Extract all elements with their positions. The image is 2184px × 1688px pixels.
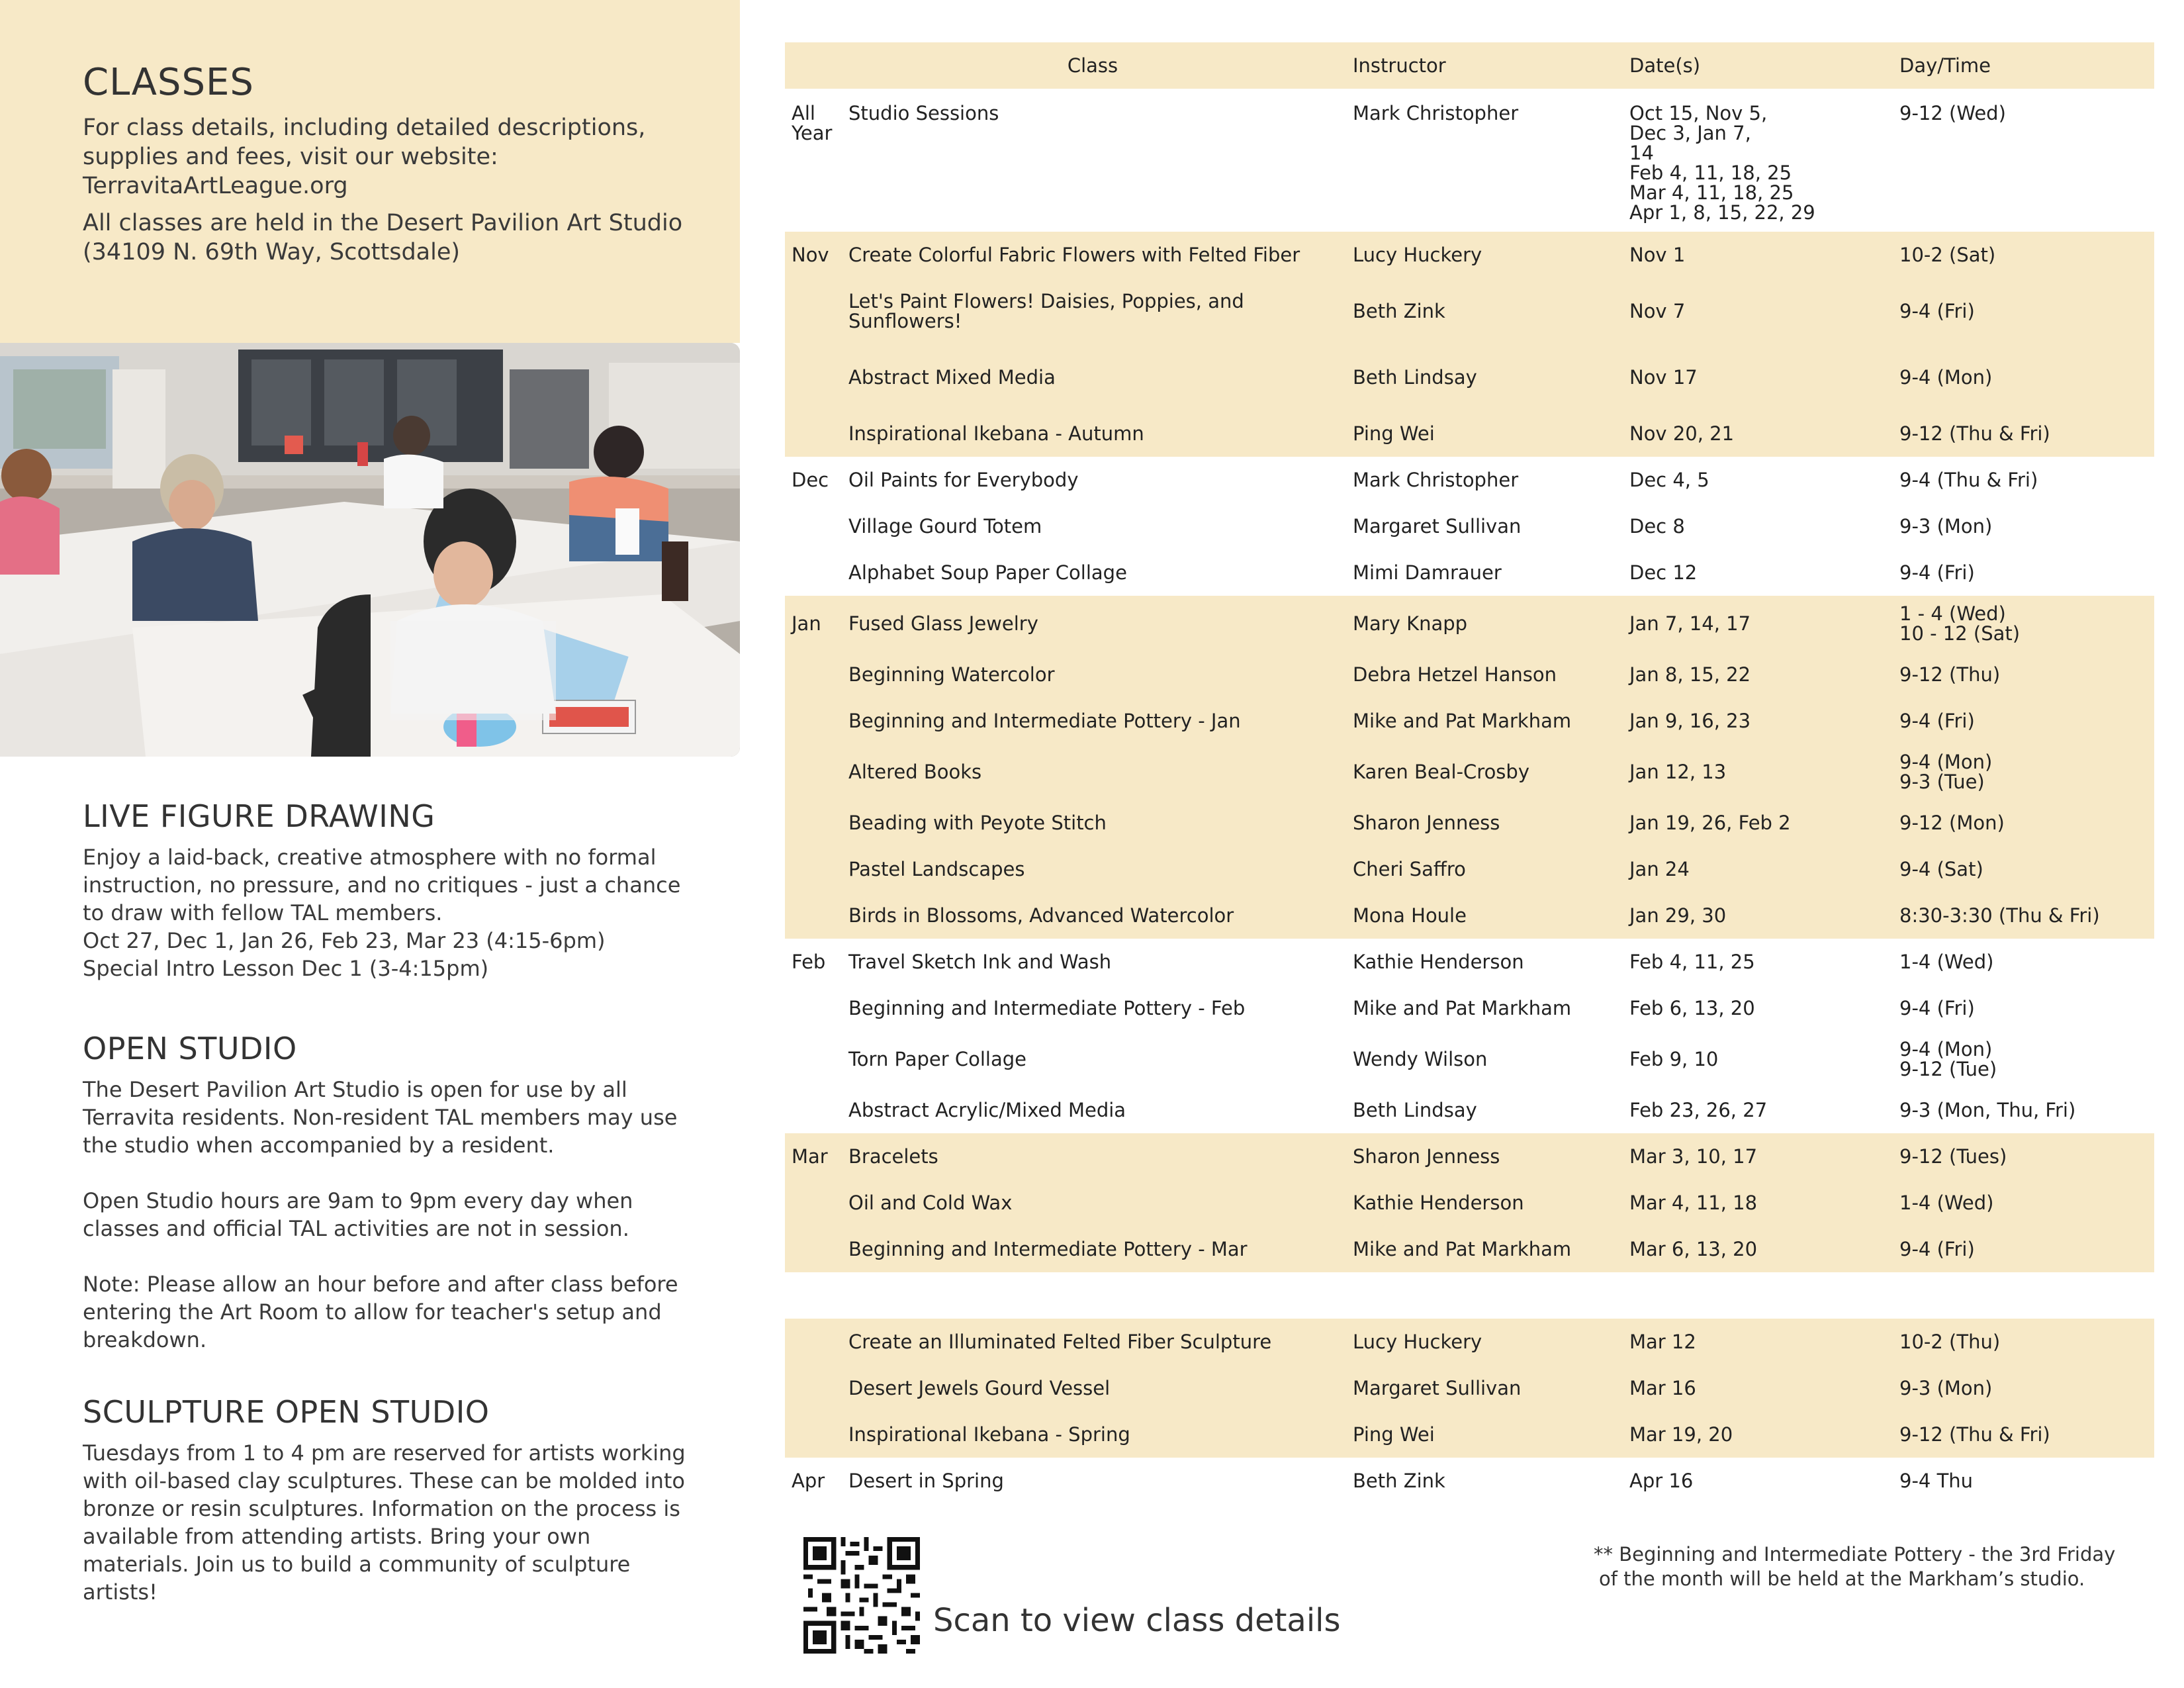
table-row [785,1031,2154,1087]
instructor-cell: Beth Zink [1353,1470,1445,1492]
dates-line: 14 [1629,142,1654,164]
dates-cell: Apr 16 [1629,1470,1694,1492]
instructor-cell: Ping Wei [1345,410,1621,457]
live-figure-intro: Special Intro Lesson Dec 1 (3-4:15pm) [83,956,489,981]
instructor-cell: Karen Beal-Crosby [1345,744,1621,800]
class-cell: Pastel Landscapes [841,846,1345,892]
dates-cell: Feb 4, 11, 25 [1629,951,1755,973]
month-cell [785,985,841,1031]
class-cell: Abstract Mixed Media [841,344,1345,410]
dates-cell: Dec 8 [1629,515,1685,538]
instructor-cell: Sharon Jenness [1345,1133,1621,1180]
live-figure-section [83,798,692,982]
dates-cell: Jan 19, 26, Feb 2 [1621,800,1891,846]
instructor-cell: Lucy Huckery [1345,1319,1621,1365]
table-row [785,549,2154,596]
classes-info-box [0,0,740,343]
instructor-cell: Kathie Henderson [1345,1180,1621,1226]
daytime-cell: 9-4 (Thu & Fri) [1899,469,2038,491]
instructor-cell: Beth Zink [1345,278,1621,344]
month-cell: Jan [785,596,841,651]
dates-cell: Jan 7, 14, 17 [1621,596,1891,651]
dates-cell: Feb 9, 10 [1629,1048,1719,1070]
dates-cell: Nov 1 [1621,232,1891,278]
daytime-cell: 9-12 (Thu) [1891,651,2154,698]
daytime-line: 9-4 (Mon) [1899,751,1993,773]
pottery-note-line: ** Beginning and Intermediate Pottery - the 3rd Friday [1594,1543,2116,1566]
header-daytime: Day/Time [1891,42,2154,89]
live-figure-dates: Oct 27, Dec 1, Jan 26, Feb 23, Mar 23 (4:15-6pm) [83,928,606,953]
instructor-cell: Mike and Pat Markham [1345,1226,1621,1272]
table-row [785,89,2154,232]
daytime-cell: 9-3 (Mon) [1891,1365,2154,1411]
table-row [785,1365,2154,1411]
month-cell: Dec [792,469,829,491]
instructor-cell: Mimi Damrauer [1353,561,1502,584]
table-row [785,1180,2154,1226]
live-figure-body: Enjoy a laid-back, creative atmosphere with no formal instruction, no pressure, and no critiques - just a chance to draw with fellow TAL members. [83,845,681,925]
dates-cell: Jan 9, 16, 23 [1621,698,1891,744]
table-row [785,985,2154,1031]
dates-cell: Dec 12 [1629,561,1698,584]
sculpture-title: SCULPTURE OPEN STUDIO [83,1394,490,1430]
table-spacer-row [785,1272,2154,1319]
daytime-cell [1891,744,2154,800]
class-cell: Abstract Acrylic/Mixed Media [848,1099,1126,1121]
class-cell: Studio Sessions [848,102,999,124]
class-cell: Fused Glass Jewelry [841,596,1345,651]
class-cell: Create Colorful Fabric Flowers with Felted Fiber [841,232,1345,278]
table-row [785,1226,2154,1272]
dates-cell: Nov 17 [1621,344,1891,410]
class-cell: Village Gourd Totem [848,515,1042,538]
table-row [785,410,2154,457]
dates-cell: Mar 19, 20 [1621,1411,1891,1458]
table-row [785,278,2154,344]
daytime-cell: 10-2 (Sat) [1891,232,2154,278]
studio-class-photo [0,343,740,757]
instructor-cell: Debra Hetzel Hanson [1345,651,1621,698]
class-cell: Oil and Cold Wax [841,1180,1345,1226]
pottery-note-line: of the month will be held at the Markham’s studio. [1599,1568,2085,1590]
month-cell [785,278,841,344]
class-cell: Alphabet Soup Paper Collage [848,561,1127,584]
qr-caption: Scan to view class details [933,1602,1341,1639]
month-cell: Mar [785,1133,841,1180]
dates-cell: Mar 3, 10, 17 [1621,1133,1891,1180]
dates-cell: Feb 6, 13, 20 [1629,997,1755,1019]
dates-cell [1621,89,1891,232]
month-cell [785,846,841,892]
class-cell: Beginning Watercolor [841,651,1345,698]
month-cell [785,1365,841,1411]
dates-cell: Jan 24 [1621,846,1891,892]
month-cell: Apr [792,1470,825,1492]
daytime-cell: 8:30-3:30 (Thu & Fri) [1891,892,2154,939]
month-cell [785,1226,841,1272]
open-studio-section [83,1031,692,1354]
table-row [785,744,2154,800]
header-month [785,42,841,89]
instructor-cell: Ping Wei [1345,1411,1621,1458]
class-cell: Desert Jewels Gourd Vessel [841,1365,1345,1411]
table-row [785,457,2154,503]
table-row [785,232,2154,278]
classes-location-text: All classes are held in the Desert Pavilion Art Studio (34109 N. 69th Way, Scottsdale) [83,210,683,265]
dates-cell: Mar 4, 11, 18 [1621,1180,1891,1226]
instructor-cell: Mona Houle [1345,892,1621,939]
daytime-cell [1891,1031,2154,1087]
class-cell: Inspirational Ikebana - Spring [841,1411,1345,1458]
table-row [785,651,2154,698]
class-cell [841,278,1345,344]
class-line: Let's Paint Flowers! Daisies, Poppies, and [848,290,1244,312]
live-figure-title: LIVE FIGURE DRAWING [83,798,435,834]
daytime-cell: 10-2 (Thu) [1891,1319,2154,1365]
open-studio-title: OPEN STUDIO [83,1031,297,1066]
month-cell [785,698,841,744]
class-cell: Altered Books [841,744,1345,800]
header-class: Class [841,42,1345,89]
class-cell: Bracelets [841,1133,1345,1180]
table-row [785,1133,2154,1180]
instructor-cell: Sharon Jenness [1345,800,1621,846]
class-cell: Travel Sketch Ink and Wash [848,951,1112,973]
class-cell: Torn Paper Collage [848,1048,1027,1070]
dates-cell: Mar 12 [1621,1319,1891,1365]
dates-line: Dec 3, Jan 7, [1629,122,1751,144]
class-cell: Inspirational Ikebana - Autumn [841,410,1345,457]
daytime-cell: 9-4 (Fri) [1899,997,1975,1019]
class-line: Sunflowers! [848,310,962,332]
table-row [785,698,2154,744]
class-cell: Beginning and Intermediate Pottery - Feb [848,997,1246,1019]
table-row [785,1411,2154,1458]
table-row [785,1458,2154,1504]
instructor-cell: Kathie Henderson [1353,951,1524,973]
month-cell [785,1319,841,1365]
sculpture-section [83,1394,692,1606]
daytime-cell: 9-4 (Fri) [1899,561,1975,584]
daytime-cell: 9-3 (Mon) [1899,515,1993,538]
qr-code-icon[interactable] [803,1537,920,1654]
header-dates: Date(s) [1621,42,1891,89]
daytime-cell: 9-4 Thu [1899,1470,1974,1492]
dates-line: Mar 4, 11, 18, 25 [1629,181,1794,204]
class-cell: Create an Illuminated Felted Fiber Sculpture [841,1319,1345,1365]
daytime-cell: 1-4 (Wed) [1899,951,1994,973]
open-studio-p3: Note: Please allow an hour before and after class before entering the Art Room to allow for teacher's setup and breakdown. [83,1272,678,1352]
class-cell: Oil Paints for Everybody [848,469,1079,491]
daytime-cell: 9-4 (Fri) [1891,698,2154,744]
open-studio-p1: The Desert Pavilion Art Studio is open for use by all Terravita residents. Non-resident TAL members may use the studio when accompanied by a resident. [83,1077,678,1158]
table-row [785,800,2154,846]
daytime-cell: 9-4 (Fri) [1891,278,2154,344]
dates-cell: Feb 23, 26, 27 [1629,1099,1768,1121]
daytime-line: 10 - 12 (Sat) [1899,622,2021,645]
month-cell [785,651,841,698]
class-cell: Beading with Peyote Stitch [841,800,1345,846]
instructor-cell: Mike and Pat Markham [1345,698,1621,744]
month-cell [785,1031,841,1087]
month-cell [785,744,841,800]
table-row [785,939,2154,985]
dates-cell: Mar 16 [1621,1365,1891,1411]
dates-cell: Nov 7 [1621,278,1891,344]
daytime-line: 9-12 (Tue) [1899,1058,1997,1080]
instructor-cell: Lucy Huckery [1345,232,1621,278]
studio-photo-illustration [0,343,740,757]
daytime-line: 9-3 (Tue) [1899,771,1985,793]
spacer-cell [785,1272,2154,1319]
month-cell [785,1087,841,1133]
month-cell [785,344,841,410]
instructor-cell: Mike and Pat Markham [1353,997,1572,1019]
dates-cell: Mar 6, 13, 20 [1621,1226,1891,1272]
dates-line: Feb 4, 11, 18, 25 [1629,162,1792,184]
month-cell [785,1180,841,1226]
month-cell [785,503,841,549]
header-instructor: Instructor [1345,42,1621,89]
instructor-cell: Mark Christopher [1353,469,1519,491]
month-cell [785,410,841,457]
pottery-note [1594,1542,2123,1591]
open-studio-p2: Open Studio hours are 9am to 9pm every day when classes and official TAL activities are not in session. [83,1188,633,1241]
month-cell [785,1411,841,1458]
daytime-cell: 1-4 (Wed) [1891,1180,2154,1226]
month-cell [785,549,841,596]
left-panel [0,0,740,1688]
class-cell: Beginning and Intermediate Pottery - Mar [841,1226,1345,1272]
daytime-cell: 9-4 (Sat) [1891,846,2154,892]
dates-line: Oct 15, Nov 5, [1629,102,1768,124]
month-cell: Feb [792,951,826,973]
instructor-cell: Cheri Saffro [1345,846,1621,892]
table-header-row [785,42,2154,89]
month-cell [785,892,841,939]
live-figure-text [83,843,692,982]
daytime-cell: 9-4 (Mon) [1891,344,2154,410]
daytime-cell: 9-12 (Thu & Fri) [1891,410,2154,457]
dates-cell: Jan 29, 30 [1621,892,1891,939]
daytime-cell: 9-12 (Tues) [1891,1133,2154,1180]
instructor-cell: Beth Lindsay [1353,1099,1477,1121]
instructor-cell: Wendy Wilson [1353,1048,1488,1070]
dates-cell: Nov 20, 21 [1621,410,1891,457]
month-cell [785,800,841,846]
daytime-line: 9-4 (Mon) [1899,1038,1993,1060]
classes-details-text: For class details, including detailed descriptions, supplies and fees, visit our website: TerravitaArtLeague.org [83,115,646,199]
class-schedule-table [785,42,2154,1504]
instructor-cell: Margaret Sullivan [1345,1365,1621,1411]
instructor-cell: Margaret Sullivan [1353,515,1522,538]
daytime-line: 1 - 4 (Wed) [1899,602,2006,625]
dates-line: Apr 1, 8, 15, 22, 29 [1629,201,1815,224]
table-row [785,846,2154,892]
table-row [785,892,2154,939]
dates-cell: Jan 12, 13 [1621,744,1891,800]
daytime-cell: 9-12 (Mon) [1891,800,2154,846]
daytime-cell: 9-12 (Thu & Fri) [1891,1411,2154,1458]
month-cell: Nov [785,232,841,278]
daytime-cell [1891,596,2154,651]
daytime-cell: 9-12 (Wed) [1899,102,2006,124]
instructor-cell: Mary Knapp [1345,596,1621,651]
table-row [785,596,2154,651]
class-cell: Desert in Spring [848,1470,1004,1492]
class-cell: Beginning and Intermediate Pottery - Jan [841,698,1345,744]
instructor-cell: Beth Lindsay [1345,344,1621,410]
table-row [785,503,2154,549]
month-cell: All Year [792,102,833,144]
sculpture-body: Tuesdays from 1 to 4 pm are reserved for artists working with oil-based clay sculptures. These can be molded into bronze or resin sculptures. Information on the process is available from attending artists. Bring your own materials. Join us to build a community of sculpture artists! [83,1440,686,1605]
instructor-cell: Mark Christopher [1353,102,1519,124]
table-row [785,344,2154,410]
dates-cell: Dec 4, 5 [1629,469,1709,491]
table-row [785,1087,2154,1133]
daytime-cell: 9-4 (Fri) [1891,1226,2154,1272]
daytime-cell: 9-3 (Mon, Thu, Fri) [1899,1099,2076,1121]
dates-cell: Jan 8, 15, 22 [1621,651,1891,698]
class-cell: Birds in Blossoms, Advanced Watercolor [841,892,1345,939]
classes-title: CLASSES [83,61,254,104]
table-row [785,1319,2154,1365]
